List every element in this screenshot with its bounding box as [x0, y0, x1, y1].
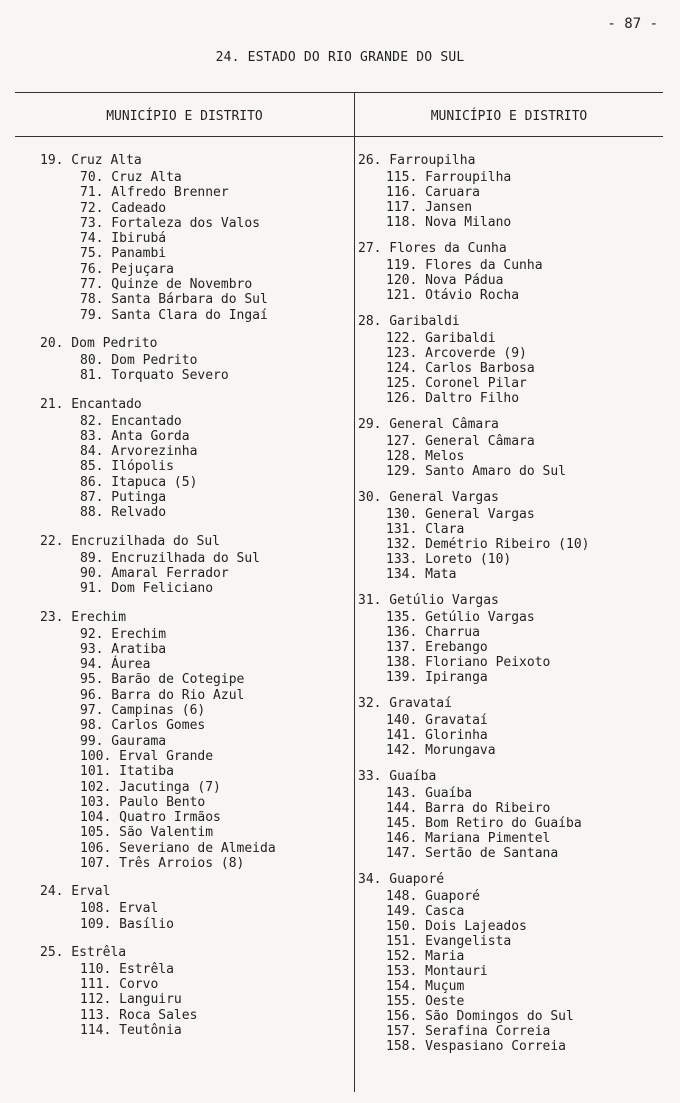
district-item: 121. Otávio Rocha: [386, 288, 520, 303]
district-list: [358, 889, 658, 1054]
district-item: 86. Itapuca (5): [80, 474, 198, 490]
district-item: 85. Ilópolis: [80, 459, 174, 475]
district-item: 131. Clara: [386, 522, 465, 537]
district-list: [40, 551, 350, 597]
district-item: 77. Quinze de Novembro: [80, 277, 253, 293]
district-item: 136. Charrua: [386, 625, 480, 640]
municipality-group: [40, 335, 350, 384]
district-list: [40, 627, 350, 872]
district-item: 75. Panambi: [80, 246, 167, 262]
municipality-name: 30. General Vargas: [358, 490, 499, 505]
district-item: 109. Basílio: [80, 916, 174, 932]
district-item: 120. Nova Pádua: [386, 273, 504, 288]
district-item: 97. Campinas (6): [80, 703, 206, 719]
municipality-group: [40, 883, 350, 932]
district-item: 110. Estrêla: [80, 961, 174, 977]
district-item: 72. Cadeado: [80, 200, 167, 216]
district-item: 107. Três Arroios (8): [80, 855, 245, 871]
district-item: 142. Morungava: [386, 743, 496, 758]
district-list: [358, 170, 658, 230]
district-item: 141. Glorinha: [386, 728, 488, 743]
district-item: 117. Jansen: [386, 200, 473, 215]
municipality-group: [358, 871, 658, 1054]
district-item: 151. Evangelista: [386, 934, 512, 949]
district-item: 158. Vespasiano Correia: [386, 1039, 567, 1054]
district-list: [40, 901, 350, 932]
municipality-name: 32. Gravataí: [358, 696, 452, 711]
district-item: 114. Teutônia: [80, 1023, 182, 1039]
district-item: 116. Caruara: [386, 185, 480, 200]
municipality-name: 31. Getúlio Vargas: [358, 593, 499, 608]
municipality-group: [40, 533, 350, 597]
district-item: 79. Santa Clara do Ingaí: [80, 307, 268, 323]
district-item: 73. Fortaleza dos Valos: [80, 215, 261, 231]
district-item: 157. Serafina Correia: [386, 1024, 551, 1039]
municipality-name: 29. General Câmara: [358, 417, 499, 432]
district-item: 152. Maria: [386, 949, 465, 964]
district-item: 98. Carlos Gomes: [80, 718, 206, 734]
district-item: 106. Severiano de Almeida: [80, 840, 276, 856]
municipality-group: [358, 240, 658, 303]
municipality-group: [40, 396, 350, 521]
municipality-name: 20. Dom Pedrito: [40, 335, 158, 351]
district-item: 82. Encantado: [80, 413, 182, 429]
district-item: 138. Floriano Peixoto: [386, 655, 551, 670]
municipality-name: 26. Farroupilha: [358, 153, 476, 168]
district-item: 143. Guaíba: [386, 786, 473, 801]
district-item: 134. Mata: [386, 567, 457, 582]
table-top-rule: [15, 92, 663, 93]
district-item: 92. Erechim: [80, 626, 167, 642]
district-item: 135. Getúlio Vargas: [386, 610, 535, 625]
municipality-name: 19. Cruz Alta: [40, 153, 142, 168]
district-item: 74. Ibirubá: [80, 231, 167, 247]
district-item: 108. Erval: [80, 901, 159, 917]
district-item: 111. Corvo: [80, 977, 159, 993]
page-number: - 87 -: [607, 16, 658, 32]
column-divider: [354, 92, 355, 1092]
district-item: 78. Santa Bárbara do Sul: [80, 292, 268, 308]
district-item: 156. São Domingos do Sul: [386, 1009, 574, 1024]
district-item: 95. Barão de Cotegipe: [80, 672, 245, 688]
district-list: [358, 507, 658, 582]
district-item: 71. Alfredo Brenner: [80, 185, 229, 201]
right-column-header: MUNICÍPIO E DISTRITO: [430, 109, 588, 124]
district-item: 149. Casca: [386, 904, 465, 919]
district-item: 150. Dois Lajeados: [386, 919, 527, 934]
district-item: 146. Mariana Pimentel: [386, 831, 551, 846]
district-list: [358, 434, 658, 479]
district-item: 125. Coronel Pilar: [386, 376, 527, 391]
district-item: 147. Sertão de Santana: [386, 846, 559, 861]
district-item: 133. Loreto (10): [386, 552, 512, 567]
district-item: 104. Quatro Irmãos: [80, 810, 221, 826]
district-list: [40, 962, 350, 1038]
district-item: 119. Flores da Cunha: [386, 258, 543, 273]
municipality-group: [358, 152, 658, 230]
district-item: 70. Cruz Alta: [80, 170, 182, 185]
left-column-header: MUNICÍPIO E DISTRITO: [106, 109, 263, 124]
municipality-name: 33. Guaíba: [358, 769, 437, 784]
district-item: 115. Farroupilha: [386, 170, 512, 185]
municipality-name: 34. Guaporé: [358, 872, 445, 887]
municipality-group: [358, 592, 658, 685]
district-item: 81. Torquato Severo: [80, 368, 229, 384]
left-column: [40, 152, 350, 1050]
district-item: 84. Arvorezinha: [80, 444, 198, 460]
district-item: 93. Aratiba: [80, 641, 167, 657]
district-item: 103. Paulo Bento: [80, 794, 206, 810]
district-list: [358, 331, 658, 406]
municipality-name: 23. Erechim: [40, 609, 127, 625]
district-item: 122. Garibaldi: [386, 331, 496, 346]
district-item: 99. Gaurama: [80, 733, 167, 749]
district-item: 100. Erval Grande: [80, 748, 214, 764]
district-list: [40, 414, 350, 521]
district-list: [40, 170, 350, 323]
district-item: 83. Anta Gorda: [80, 428, 190, 444]
district-item: 87. Putinga: [80, 490, 167, 506]
district-item: 127. General Câmara: [386, 434, 535, 449]
municipality-name: 22. Encruzilhada do Sul: [40, 533, 221, 549]
municipality-group: [358, 489, 658, 582]
page-title: 24. ESTADO DO RIO GRANDE DO SUL: [215, 50, 465, 65]
municipality-group: [40, 944, 350, 1038]
district-item: 123. Arcoverde (9): [386, 346, 527, 361]
district-item: 118. Nova Milano: [386, 215, 512, 230]
district-item: 132. Demétrio Ribeiro (10): [386, 537, 590, 552]
district-list: [358, 610, 658, 685]
municipality-group: [40, 152, 350, 323]
municipality-name: 21. Encantado: [40, 396, 142, 412]
district-item: 94. Áurea: [80, 657, 151, 673]
district-item: 145. Bom Retiro do Guaíba: [386, 816, 582, 831]
district-item: 124. Carlos Barbosa: [386, 361, 535, 376]
municipality-group: [40, 609, 350, 872]
district-list: [358, 786, 658, 861]
district-item: 90. Amaral Ferrador: [80, 565, 229, 581]
district-item: 155. Oeste: [386, 994, 465, 1009]
district-item: 130. General Vargas: [386, 507, 535, 522]
district-item: 91. Dom Feliciano: [80, 581, 214, 597]
municipality-group: [358, 313, 658, 406]
district-item: 137. Erebango: [386, 640, 488, 655]
district-item: 113. Roca Sales: [80, 1007, 198, 1023]
municipality-group: [358, 768, 658, 861]
district-item: 126. Daltro Filho: [386, 391, 520, 406]
district-item: 153. Montauri: [386, 964, 488, 979]
municipality-name: 25. Estrêla: [40, 944, 127, 960]
district-item: 112. Languiru: [80, 992, 182, 1008]
district-item: 129. Santo Amaro do Sul: [386, 464, 567, 479]
municipality-group: [358, 416, 658, 479]
table-header-rule: [15, 136, 663, 137]
district-list: [358, 258, 658, 303]
municipality-group: [358, 695, 658, 758]
district-item: 140. Gravataí: [386, 713, 488, 728]
district-item: 128. Melos: [386, 449, 465, 464]
district-list: [358, 713, 658, 758]
municipality-name: 24. Erval: [40, 884, 111, 900]
district-item: 96. Barra do Rio Azul: [80, 687, 245, 703]
district-item: 154. Muçum: [386, 979, 465, 994]
district-item: 139. Ipiranga: [386, 670, 488, 685]
municipality-name: 27. Flores da Cunha: [358, 241, 507, 256]
district-item: 144. Barra do Ribeiro: [386, 801, 551, 816]
district-item: 88. Relvado: [80, 505, 167, 521]
right-column: [358, 152, 658, 1064]
district-list: [40, 353, 350, 384]
district-item: 80. Dom Pedrito: [80, 352, 198, 368]
district-item: 76. Pejuçara: [80, 261, 174, 277]
district-item: 148. Guaporé: [386, 889, 480, 904]
district-item: 89. Encruzilhada do Sul: [80, 550, 261, 566]
district-item: 102. Jacutinga (7): [80, 779, 221, 795]
municipality-name: 28. Garibaldi: [358, 314, 460, 329]
district-item: 101. Itatiba: [80, 764, 174, 780]
district-item: 105. São Valentim: [80, 825, 214, 841]
